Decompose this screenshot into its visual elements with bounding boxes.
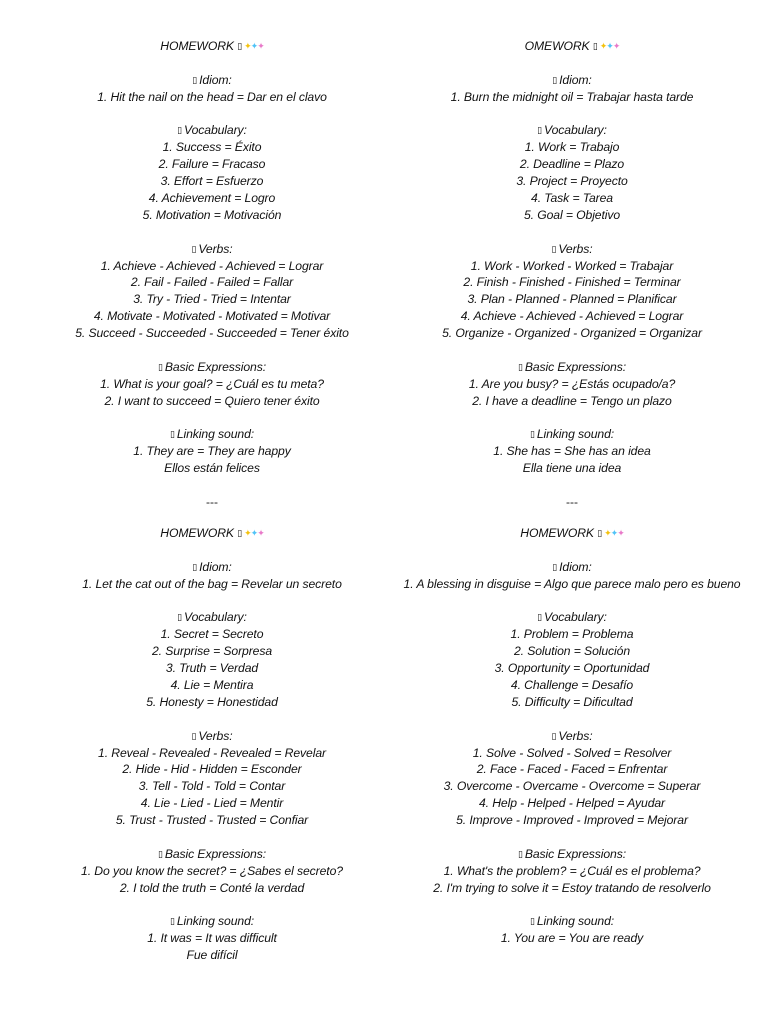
verb-item: 3. Overcome - Overcame - Overcome = Superar — [443, 779, 701, 794]
idiom-entry: 1. Let the cat out of the bag = Revelar un secreto — [82, 576, 342, 591]
linking-item: Fue difícil — [186, 948, 238, 963]
missing-glyph-box-icon: ▯ — [552, 74, 558, 85]
spacer — [376, 224, 768, 241]
linking-sound-label — [376, 913, 768, 930]
spacer — [376, 410, 768, 427]
verb-item: 4. Lie - Lied - Lied = Mentir — [140, 796, 284, 811]
missing-glyph-box-icon: ▯ — [169, 916, 175, 927]
spacer — [0, 477, 424, 494]
missing-glyph-box-icon: ▯ — [529, 429, 535, 440]
spacer — [376, 897, 768, 914]
missing-glyph-box-icon: ▯ — [237, 528, 243, 538]
missing-glyph-box-icon: ▯ — [517, 848, 523, 859]
verb-item: 2. Face - Faced - Faced = Enfrentar — [476, 762, 668, 777]
idiom-label — [0, 559, 424, 576]
verb-item: 4. Motivate - Motivated - Motivated = Motivar — [93, 309, 331, 324]
homework-block-2 — [376, 38, 768, 511]
spacer — [376, 106, 768, 123]
verb-item: 5. Organize - Organized - Organized = Organizar — [442, 326, 702, 341]
basic-expressions-label-text: Basic Expressions: — [164, 359, 267, 374]
spacer — [376, 542, 768, 559]
spacer — [376, 711, 768, 728]
idiom-label-text: Idiom: — [199, 559, 232, 574]
missing-glyph-box-icon: ▯ — [169, 429, 175, 440]
spacer — [0, 410, 424, 427]
verbs-label-text: Verbs: — [558, 728, 593, 743]
spacer — [0, 897, 424, 914]
homework-block-4 — [376, 525, 768, 947]
idiom-entry: 1. Burn the midnight oil = Trabajar hasta tarde — [450, 89, 694, 104]
verb-item: 1. Work - Worked - Worked = Trabajar — [470, 258, 674, 273]
verb-item: 3. Try - Tried - Tried = Intentar — [133, 292, 291, 307]
spacer — [0, 542, 424, 559]
verb-item: 1. Reveal - Revealed - Revealed = Revelar — [98, 745, 326, 760]
vocabulary-item: 4. Task = Tarea — [531, 191, 613, 206]
verbs-label — [376, 241, 768, 258]
vocabulary-item: 1. Work = Trabajo — [524, 140, 620, 155]
vocabulary-item: 4. Challenge = Desafío — [510, 678, 634, 693]
vocabulary-item: 5. Goal = Objetivo — [523, 207, 621, 222]
vocabulary-item: 2. Deadline = Plazo — [519, 157, 625, 172]
linking-item: 1. You are = You are ready — [500, 931, 644, 946]
linking-item: Ella tiene una idea — [522, 461, 622, 476]
homework-block-1 — [0, 38, 424, 511]
expression-item: 1. Are you busy? = ¿Estás ocupado/a? — [468, 376, 676, 391]
basic-expressions-label — [0, 846, 424, 863]
linking-sound-label — [0, 426, 424, 443]
spacer — [376, 477, 768, 494]
homework-title — [0, 525, 424, 542]
missing-glyph-box-icon: ▯ — [177, 125, 183, 136]
vocabulary-item: 1. Success = Éxito — [162, 140, 262, 155]
verbs-label-text: Verbs: — [198, 728, 233, 743]
expression-item: 2. I want to succeed = Quiero tener éxito — [104, 393, 320, 408]
idiom-label-text: Idiom: — [559, 559, 592, 574]
vocabulary-label-text: Vocabulary: — [184, 123, 247, 138]
linking-sound-label — [0, 913, 424, 930]
verb-item: 5. Trust - Trusted - Trusted = Confiar — [115, 813, 309, 828]
vocabulary-item: 5. Honesty = Honestidad — [146, 694, 278, 709]
spacer — [0, 55, 424, 72]
spacer — [376, 55, 768, 72]
expression-item: 2. I told the truth = Conté la verdad — [119, 880, 305, 895]
verbs-label-text: Verbs: — [198, 241, 233, 256]
linking-item: 1. They are = They are happy — [133, 444, 291, 459]
section-separator: --- — [206, 495, 218, 510]
spacer — [0, 106, 424, 123]
expression-item: 1. Do you know the secret? = ¿Sabes el secreto? — [81, 863, 343, 878]
spacer — [376, 829, 768, 846]
missing-glyph-box-icon: ▯ — [529, 916, 535, 927]
missing-glyph-box-icon: ▯ — [551, 730, 557, 741]
linking-item: 1. She has = She has an idea — [493, 444, 651, 459]
missing-glyph-box-icon: ▯ — [191, 730, 197, 741]
section-separator: --- — [566, 495, 578, 510]
homework-title-text: HOMEWORK — [160, 39, 234, 53]
missing-glyph-box-icon: ▯ — [592, 41, 598, 51]
spacer — [376, 593, 768, 610]
idiom-label — [0, 72, 424, 89]
verbs-label — [376, 728, 768, 745]
verb-item: 2. Fail - Failed - Failed = Fallar — [130, 275, 294, 290]
homework-title-text: HOMEWORK — [160, 526, 234, 540]
vocabulary-label — [376, 122, 768, 139]
linking-sound-label-text: Linking sound: — [176, 914, 255, 929]
idiom-label — [376, 72, 768, 89]
spacer — [0, 711, 424, 728]
basic-expressions-label — [376, 846, 768, 863]
sparkles-icon: ✦✦✦ — [244, 41, 264, 51]
missing-glyph-box-icon: ▯ — [237, 41, 243, 51]
verb-item: 3. Plan - Planned - Planned = Planificar — [467, 292, 677, 307]
verb-item: 5. Succeed - Succeeded - Succeeded = Tener éxito — [75, 326, 349, 341]
missing-glyph-box-icon: ▯ — [191, 243, 197, 254]
homework-title-text: HOMEWORK — [520, 526, 594, 540]
vocabulary-item: 1. Secret = Secreto — [160, 627, 264, 642]
linking-sound-label-text: Linking sound: — [176, 427, 255, 442]
linking-sound-label — [376, 426, 768, 443]
spacer — [0, 829, 424, 846]
idiom-entry: 1. Hit the nail on the head = Dar en el clavo — [97, 89, 327, 104]
idiom-label — [376, 559, 768, 576]
vocabulary-item: 2. Solution = Solución — [513, 644, 631, 659]
linking-sound-label-text: Linking sound: — [536, 914, 615, 929]
vocabulary-label-text: Vocabulary: — [544, 610, 607, 625]
vocabulary-label — [0, 609, 424, 626]
spacer — [0, 342, 424, 359]
homework-title — [0, 38, 424, 55]
homework-title — [376, 38, 768, 55]
spacer — [0, 224, 424, 241]
vocabulary-label-text: Vocabulary: — [184, 610, 247, 625]
verb-item: 3. Tell - Told - Told = Contar — [138, 779, 286, 794]
vocabulary-item: 3. Opportunity = Oportunidad — [494, 661, 650, 676]
idiom-label-text: Idiom: — [559, 72, 592, 87]
vocabulary-item: 1. Problem = Problema — [510, 627, 634, 642]
missing-glyph-box-icon: ▯ — [157, 848, 163, 859]
vocabulary-label-text: Vocabulary: — [544, 123, 607, 138]
vocabulary-label — [376, 609, 768, 626]
homework-title — [376, 525, 768, 542]
missing-glyph-box-icon: ▯ — [537, 612, 543, 623]
sparkles-icon: ✦✦✦ — [244, 528, 264, 538]
sparkles-icon: ✦✦✦ — [599, 41, 620, 51]
expression-item: 2. I have a deadline = Tengo un plazo — [472, 393, 672, 408]
verb-item: 2. Hide - Hid - Hidden = Esconder — [122, 762, 302, 777]
vocabulary-item: 4. Achievement = Logro — [148, 191, 276, 206]
expression-item: 1. What's the problem? = ¿Cuál es el problema? — [443, 863, 701, 878]
missing-glyph-box-icon: ▯ — [552, 561, 558, 572]
verb-item: 1. Achieve - Achieved - Achieved = Lograr — [100, 258, 324, 273]
homework-block-3 — [0, 525, 424, 964]
idiom-entry: 1. A blessing in disguise = Algo que parece malo pero es bueno — [403, 576, 741, 591]
vocabulary-item: 2. Surprise = Sorpresa — [151, 644, 273, 659]
missing-glyph-box-icon: ▯ — [597, 528, 603, 538]
verb-item: 1. Solve - Solved - Solved = Resolver — [472, 745, 672, 760]
sparkles-icon: ✦✦✦ — [604, 528, 624, 538]
missing-glyph-box-icon: ▯ — [192, 74, 198, 85]
vocabulary-item: 5. Difficulty = Dificultad — [511, 694, 633, 709]
linking-item: 1. It was = It was difficult — [147, 931, 277, 946]
linking-sound-label-text: Linking sound: — [536, 427, 615, 442]
vocabulary-item: 3. Effort = Esfuerzo — [160, 174, 264, 189]
verb-item: 4. Help - Helped - Helped = Ayudar — [478, 796, 666, 811]
basic-expressions-label — [376, 359, 768, 376]
vocabulary-item: 4. Lie = Mentira — [170, 678, 254, 693]
verb-item: 4. Achieve - Achieved - Achieved = Lograr — [460, 309, 684, 324]
basic-expressions-label-text: Basic Expressions: — [164, 846, 267, 861]
spacer — [376, 342, 768, 359]
vocabulary-item: 2. Failure = Fracaso — [158, 157, 266, 172]
homework-title-text: OMEWORK — [524, 39, 590, 53]
spacer — [0, 593, 424, 610]
vocabulary-label — [0, 122, 424, 139]
missing-glyph-box-icon: ▯ — [537, 125, 543, 136]
basic-expressions-label-text: Basic Expressions: — [524, 846, 627, 861]
vocabulary-item: 3. Project = Proyecto — [516, 174, 628, 189]
expression-item: 1. What is your goal? = ¿Cuál es tu meta? — [100, 376, 324, 391]
verb-item: 2. Finish - Finished - Finished = Terminar — [463, 275, 681, 290]
verb-item: 5. Improve - Improved - Improved = Mejorar — [456, 813, 688, 828]
vocabulary-item: 3. Truth = Verdad — [165, 661, 259, 676]
verbs-label-text: Verbs: — [558, 241, 593, 256]
vocabulary-item: 5. Motivation = Motivación — [142, 207, 282, 222]
missing-glyph-box-icon: ▯ — [517, 361, 523, 372]
missing-glyph-box-icon: ▯ — [177, 612, 183, 623]
expression-item: 2. I'm trying to solve it = Estoy tratando de resolverlo — [433, 880, 711, 895]
basic-expressions-label-text: Basic Expressions: — [524, 359, 627, 374]
idiom-label-text: Idiom: — [199, 72, 232, 87]
missing-glyph-box-icon: ▯ — [192, 561, 198, 572]
linking-item: Ellos están felices — [164, 461, 260, 476]
basic-expressions-label — [0, 359, 424, 376]
missing-glyph-box-icon: ▯ — [157, 361, 163, 372]
verbs-label — [0, 728, 424, 745]
missing-glyph-box-icon: ▯ — [551, 243, 557, 254]
verbs-label — [0, 241, 424, 258]
